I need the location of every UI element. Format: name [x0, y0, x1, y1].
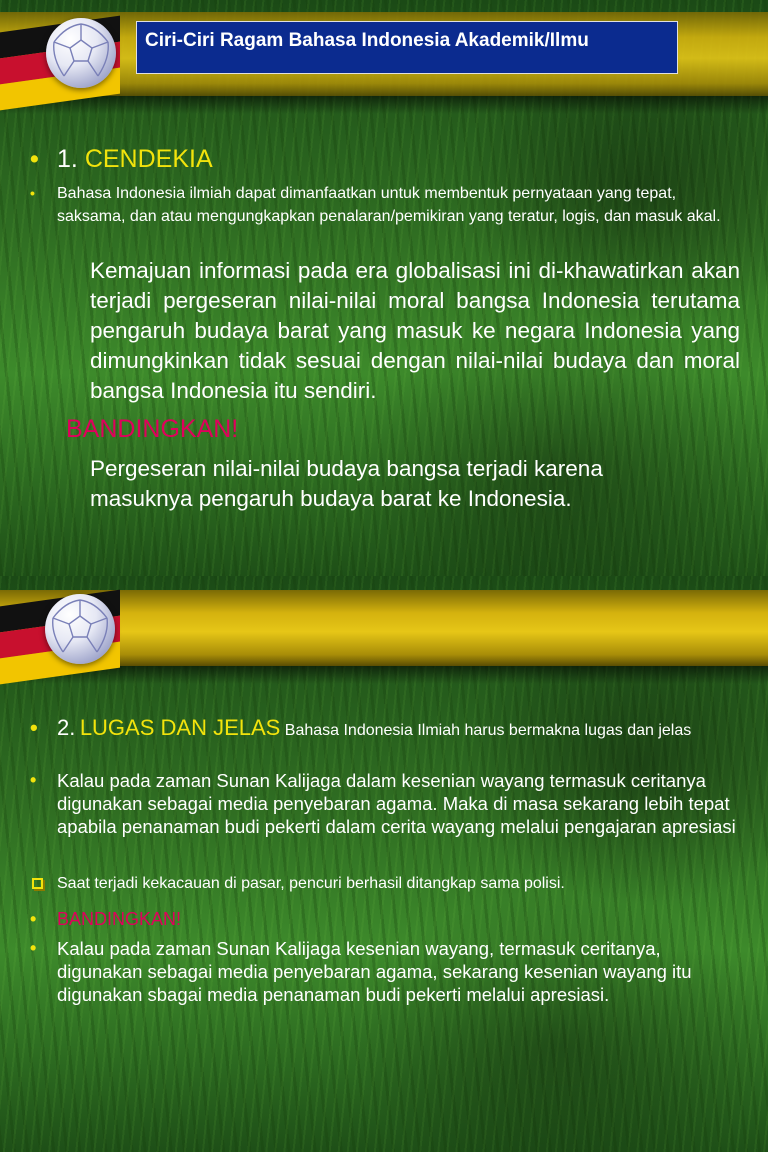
compare-label: BANDINGKAN! [66, 415, 239, 443]
heading-label: LUGAS DAN JELAS [79, 715, 281, 740]
bullet-icon: • [30, 185, 35, 201]
slide-title: Ciri-Ciri Ragam Bahasa Indonesia Akademik/Ilmu [145, 30, 589, 51]
bullet-icon: • [30, 715, 38, 740]
bullet-icon: • [30, 938, 37, 958]
heading-number: 1. [57, 145, 78, 173]
example-text-1: Kalau pada zaman Sunan Kalijaga dalam kesenian wayang termasuk ceritanya digunakan sebagai media penyebaran agama. Maka di masa sekarang lebih tepat apabila penanaman budi pekerti dalam cerita wayang melalui pengajaran apresiasi [57, 770, 736, 837]
soccer-ball-icon [46, 18, 116, 88]
heading-label: CENDEKIA [84, 145, 213, 173]
example-sentence: Saat terjadi kekacauan di pasar, pencuri berhasil ditangkap sama polisi. [57, 875, 565, 892]
bullet-icon: • [30, 909, 37, 929]
compare-label: BANDINGKAN! [57, 909, 182, 929]
example-text-2: Pergeseran nilai-nilai budaya bangsa terjadi karena masuknya pengaruh budaya barat ke Indonesia. [90, 456, 603, 511]
intro-text: Bahasa Indonesia ilmiah dapat dimanfaatkan untuk membentuk pernyataan yang tepat, saksama, dan atau mengungkapkan penalaran/pemikiran yang teratur, logis, dan masuk akal. [57, 185, 721, 225]
bullet-icon: • [30, 145, 39, 173]
soccer-ball-icon [45, 594, 115, 664]
bullet-icon: • [30, 770, 37, 790]
band-shadow [0, 666, 768, 684]
square-bullet-icon [32, 878, 43, 889]
heading-number: 2. [57, 715, 76, 740]
example-text-1: Kemajuan informasi pada era globalisasi ini di-khawatirkan akan terjadi pergeseran nilai-nilai moral bangsa Indonesia terutama pengaruh budaya barat yang masuk ke negara Indonesia yang dimungkinkan tidak sesuai dengan nilai-nilai budaya dan moral bangsa Indonesia itu sendiri. [90, 258, 740, 403]
slide-2 [0, 576, 768, 1152]
slide-title-box [136, 21, 678, 74]
heading-description: Bahasa Indonesia Ilmiah harus bermakna lugas dan jelas [280, 722, 692, 739]
example-text-2: Kalau pada zaman Sunan Kalijaga kesenian wayang, termasuk ceritanya, digunakan sebagai media penyebaran agama, sekarang kesenian wayang itu digunakan sbagai media penanaman budi pekerti melalui apresiasi. [57, 938, 692, 1005]
band-shadow [0, 96, 768, 114]
